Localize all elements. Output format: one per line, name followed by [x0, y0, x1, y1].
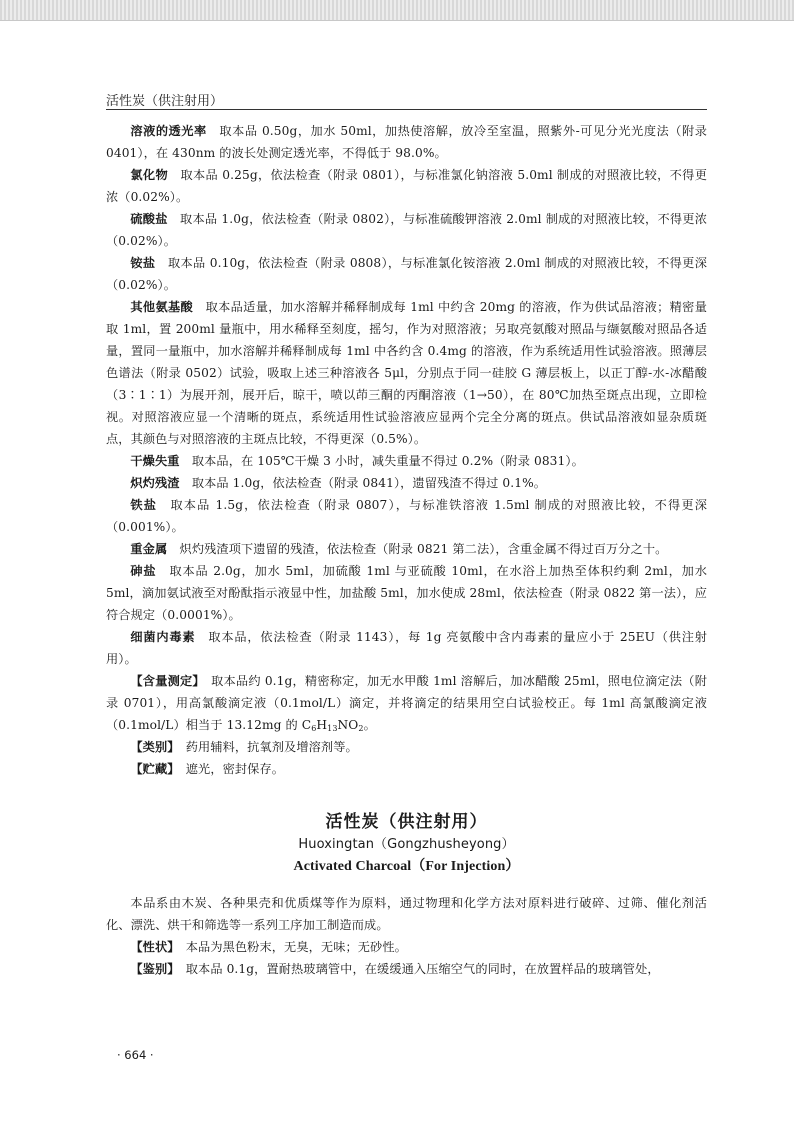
test-item-paragraph	[106, 450, 707, 472]
storage-paragraph	[106, 758, 707, 780]
test-item-paragraph	[106, 560, 707, 626]
test-item-label: 铁盐	[130, 498, 158, 512]
test-item-paragraph	[106, 494, 707, 538]
page-body	[106, 120, 707, 980]
test-item-label: 氯化物	[130, 168, 168, 182]
category-label: 【类别】	[130, 740, 174, 754]
monograph-title-en: Activated Charcoal（For Injection）	[293, 859, 520, 874]
category-paragraph	[106, 736, 707, 758]
identification-paragraph	[106, 958, 707, 980]
running-head: 活性炭（供注射用）	[106, 94, 224, 109]
test-item-paragraph	[106, 538, 707, 560]
category-text: 药用辅料，抗氧剂及增溶剂等。	[173, 740, 358, 754]
page-number: · 664 ·	[117, 1048, 154, 1062]
test-item-paragraph	[106, 252, 707, 296]
test-item-label: 炽灼残渣	[130, 476, 180, 490]
test-item-label: 溶液的透光率	[130, 124, 207, 138]
test-item-text: 取本品 0.50g，加水 50ml，加热使溶解，放冷至室温，照紫外-可见分光光度法（附录 0401），在 430nm 的波长处测定透光率，不得低于 98.0%。	[106, 124, 707, 160]
test-item-text: 取本品 2.0g，加水 5ml，加硫酸 1ml 与亚硫酸 10ml，在水浴上加热至体积约剩 2ml，加水 5ml，滴加氨试液至对酚酞指示液显中性，加盐酸 5ml，加水使成 28ml，依法检查（附录 0822 第一法），应符合规定（0.0001%）。	[106, 564, 707, 622]
test-item-label: 其他氨基酸	[130, 300, 194, 314]
test-item-text: 取本品 1.5g，依法检查（附录 0807），与标准铁溶液 1.5ml 制成的对照液比较，不得更深（0.001%）。	[106, 498, 707, 534]
storage-text: 遮光，密封保存。	[173, 762, 285, 776]
test-item-text: 取本品 0.10g，依法检查（附录 0808），与标准氯化铵溶液 2.0ml 制成的对照液比较，不得更深（0.02%）。	[106, 256, 707, 292]
test-item-label: 干燥失重	[130, 454, 180, 468]
test-item-paragraph	[106, 472, 707, 494]
test-item-paragraph	[106, 120, 707, 164]
storage-label: 【贮藏】	[130, 762, 174, 776]
test-item-text: 取本品，依法检查（附录 1143），每 1g 亮氨酸中含内毒素的量应小于 25EU（供注射用）。	[106, 630, 707, 666]
monograph-title-block	[106, 810, 707, 878]
assay-paragraph: 【含量测定】 取本品约 0.1g，精密称定，加无水甲酸 1ml 溶解后，加冰醋酸 25ml，照电位滴定法（附录 0701），用高氯酸滴定液（0.1mol/L）滴定，并将滴定的结果用空白试验校正。每 1ml 高氯酸滴定液（0.1mol/L）相当于 13.12mg 的 $C_6H_{13}NO_2$。	[106, 674, 707, 733]
assay-label: 【含量测定】	[130, 674, 199, 688]
test-item-text: 取本品 1.0g，依法检查（附录 0841），遗留残渣不得过 0.1%。	[179, 476, 547, 490]
properties-label: 【性状】	[130, 940, 174, 954]
test-item-paragraph	[106, 296, 707, 450]
properties-paragraph	[106, 936, 707, 958]
test-item-label: 重金属	[130, 542, 168, 556]
test-item-paragraph	[106, 164, 707, 208]
identification-label: 【鉴别】	[130, 962, 174, 976]
test-item-paragraph	[106, 626, 707, 670]
identification-text: 取本品 0.1g，置耐热玻璃管中，在缓缓通入压缩空气的同时，在放置样品的玻璃管处，	[173, 962, 660, 976]
test-item-label: 细菌内毒素	[130, 630, 196, 644]
assay-text: 取本品约 0.1g，精密称定，加无水甲酸 1ml 溶解后，加冰醋酸 25ml，照电位滴定法（附录 0701），用高氯酸滴定液（0.1mol/L）滴定，并将滴定的结果用空白试验校正。每 1ml 高氯酸滴定液（0.1mol/L）相当于 13.12mg 的	[106, 674, 707, 732]
test-item-label: 砷盐	[130, 564, 157, 578]
monograph-intro: 本品系由木炭、各种果壳和优质煤等作为原料，通过物理和化学方法对原料进行破碎、过筛、催化剂活化、漂洗、烘干和筛选等一系列工序加工制造而成。	[106, 896, 707, 932]
test-items	[106, 120, 707, 670]
monograph-title-pinyin: Huoxingtan（Gongzhusheyong）	[298, 837, 515, 852]
test-item-text: 取本品 1.0g，依法检查（附录 0802），与标准硫酸钾溶液 2.0ml 制成的对照液比较，不得更浓（0.02%）。	[106, 212, 707, 248]
test-item-text: 取本品 0.25g，依法检查（附录 0801），与标准氯化钠溶液 5.0ml 制成的对照液比较，不得更浓（0.02%）。	[106, 168, 707, 204]
test-item-label: 铵盐	[130, 256, 156, 270]
test-item-text: 取本品适量，加水溶解并稀释制成每 1ml 中约含 20mg 的溶液，作为供试品溶液；精密量取 1ml，置 200ml 量瓶中，用水稀释至刻度，摇匀，作为对照溶液；另取亮氨酸对照品与缬氨酸对照品各适量，置同一量瓶中，加水溶解并稀释制成每 1ml 中各约含 0.4mg 的溶液，作为系统适用性试验溶液。照薄层色谱法（附录 0502）试验，吸取上述三种溶液各 5μl，分别点于同一硅胶 G 薄层板上，以正丁醇-水-冰醋酸（3∶1∶1）为展开剂，展开后，晾干，喷以茚三酮的丙酮溶液（1→50），在 80℃加热至斑点出现，立即检视。对照溶液应显一个清晰的斑点，系统适用性试验溶液应显两个完全分离的斑点。供试品溶液如显杂质斑点，其颜色与对照溶液的主斑点比较，不得更深（0.5%）。	[106, 300, 708, 446]
test-item-text: 炽灼残渣项下遗留的残渣，依法检查（附录 0821 第二法），含重金属不得过百万分之十。	[167, 542, 668, 556]
test-item-label: 硫酸盐	[130, 212, 168, 226]
header-rule	[106, 109, 707, 110]
scan-top-band	[0, 0, 794, 21]
formula: $C_6H_{13}NO_2$	[301, 718, 364, 733]
monograph-title-cn: 活性炭（供注射用）	[325, 812, 488, 832]
properties-text: 本品为黑色粉末，无臭，无味；无砂性。	[173, 940, 407, 954]
test-item-text: 取本品，在 105℃干燥 3 小时，减失重量不得过 0.2%（附录 0831）。	[179, 454, 584, 468]
test-item-paragraph	[106, 208, 707, 252]
